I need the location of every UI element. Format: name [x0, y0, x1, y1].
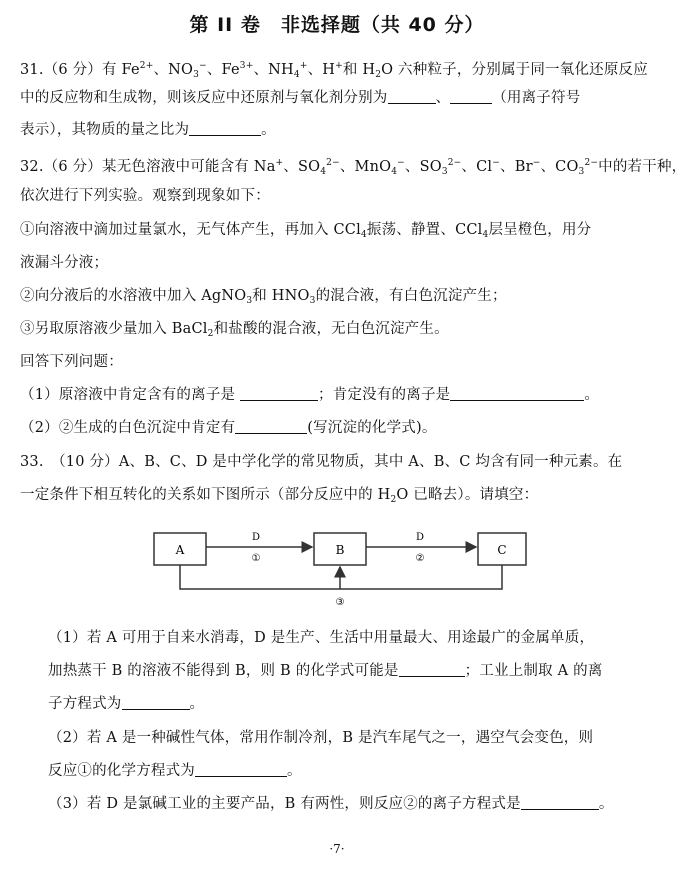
box-a-label: A: [175, 543, 185, 557]
answer-blank[interactable]: [388, 89, 436, 104]
q33-line-1: 33. （10 分）A、B、C、D 是中学化学的常见物质，其中 A、B、C 均含有同一种元素。在: [20, 454, 623, 470]
q33-part2-line-2: 反应①的化学方程式为 。: [48, 763, 302, 779]
q32-line-1: 32.（6 分）某无色溶液中可能含有 Na+、$SO_4^{2-}$、MnO$_4$−、$SO_3^{2-}$、Cl−、Br−、$CO_3^{2-}$中的若干种，: [20, 158, 686, 177]
page-number: ·7·: [329, 842, 345, 856]
q33-line-2: 一定条件下相互转化的关系如下图所示（部分反应中的 $H_2O$ 已略去）。请填空：: [20, 487, 539, 505]
answer-blank[interactable]: [399, 662, 465, 677]
q32-line-2: 依次进行下列实验。观察到现象如下：: [20, 188, 270, 204]
step-1-label: ①: [251, 553, 261, 564]
q32-line-4: 液漏斗分液；: [20, 255, 109, 271]
box-b-label: B: [335, 543, 345, 557]
section-title: 第 II 卷 非选择题（共 40 分）: [189, 14, 485, 36]
answer-blank[interactable]: [521, 795, 599, 810]
reagent-2: D: [415, 532, 425, 543]
q32-line-9: （2）②生成的白色沉淀中肯定有 (写沉淀的化学式)。: [20, 420, 437, 436]
step-3-label: ③: [335, 597, 345, 608]
q32-line-3: ①向溶液中滴加过量氯水，无气体产生，再加入 CCl$_4$振荡、静置、CCl$_4$层呈橙色，用分: [20, 222, 592, 240]
reagent-1: D: [251, 532, 261, 543]
q31-line-3: 表示），其物质的量之比为 。: [20, 122, 276, 138]
q31-line-2: 中的反应物和生成物，则该反应中还原剂与氧化剂分别为 、 （用离子符号: [20, 90, 581, 106]
q31-line-1: 31.（6 分）有 $Fe^{2+}$、$NO_3^-$、$Fe^{3+}$、$NH_4^+$、H+和 $H_2O$ 六种粒子，分别属于同一氧化还原反应: [20, 61, 648, 80]
step-2-label: ②: [415, 553, 425, 564]
answer-blank[interactable]: [195, 762, 287, 777]
q32-line-5: ②向分液后的水溶液中加入 AgNO$_3$和 $HNO_3$的混合液，有白色沉淀产生；: [20, 288, 507, 306]
q33-part1-line-2: 加热蒸干 B 的溶液不能得到 B，则 B 的化学式可能是 ；工业上制取 A 的离: [48, 663, 603, 679]
loop-line-a-c: [180, 565, 502, 589]
box-c-label: C: [497, 543, 507, 557]
q33-part3-line-1: （3）若 D 是氯碱工业的主要产品，B 有两性，则反应②的离子方程式是 。: [48, 796, 614, 812]
q33-part2-line-1: （2）若 A 是一种碱性气体，常用作制冷剂，B 是汽车尾气之一，遇空气会变色，则: [48, 730, 594, 746]
q32-line-8: （1）原溶液中肯定含有的离子是 ；肯定没有的离子是 。: [20, 387, 600, 403]
answer-blank[interactable]: [450, 386, 584, 401]
answer-blank[interactable]: [450, 89, 492, 104]
q33-part1-line-1: （1）若 A 可用于自来水消毒，D 是生产、生活中用量最大、用途最广的金属单质，: [48, 630, 595, 646]
answer-blank[interactable]: [122, 695, 190, 710]
q32-line-7: 回答下列问题：: [20, 354, 123, 370]
answer-blank[interactable]: [189, 121, 261, 136]
answer-blank[interactable]: [240, 386, 318, 401]
q32-line-6: ③另取原溶液少量加入 BaCl$_2$和盐酸的混合液，无白色沉淀产生。: [20, 321, 449, 339]
conversion-diagram: [150, 525, 530, 610]
q33-part1-line-3: 子方程式为 。: [48, 696, 205, 712]
answer-blank[interactable]: [235, 419, 307, 434]
